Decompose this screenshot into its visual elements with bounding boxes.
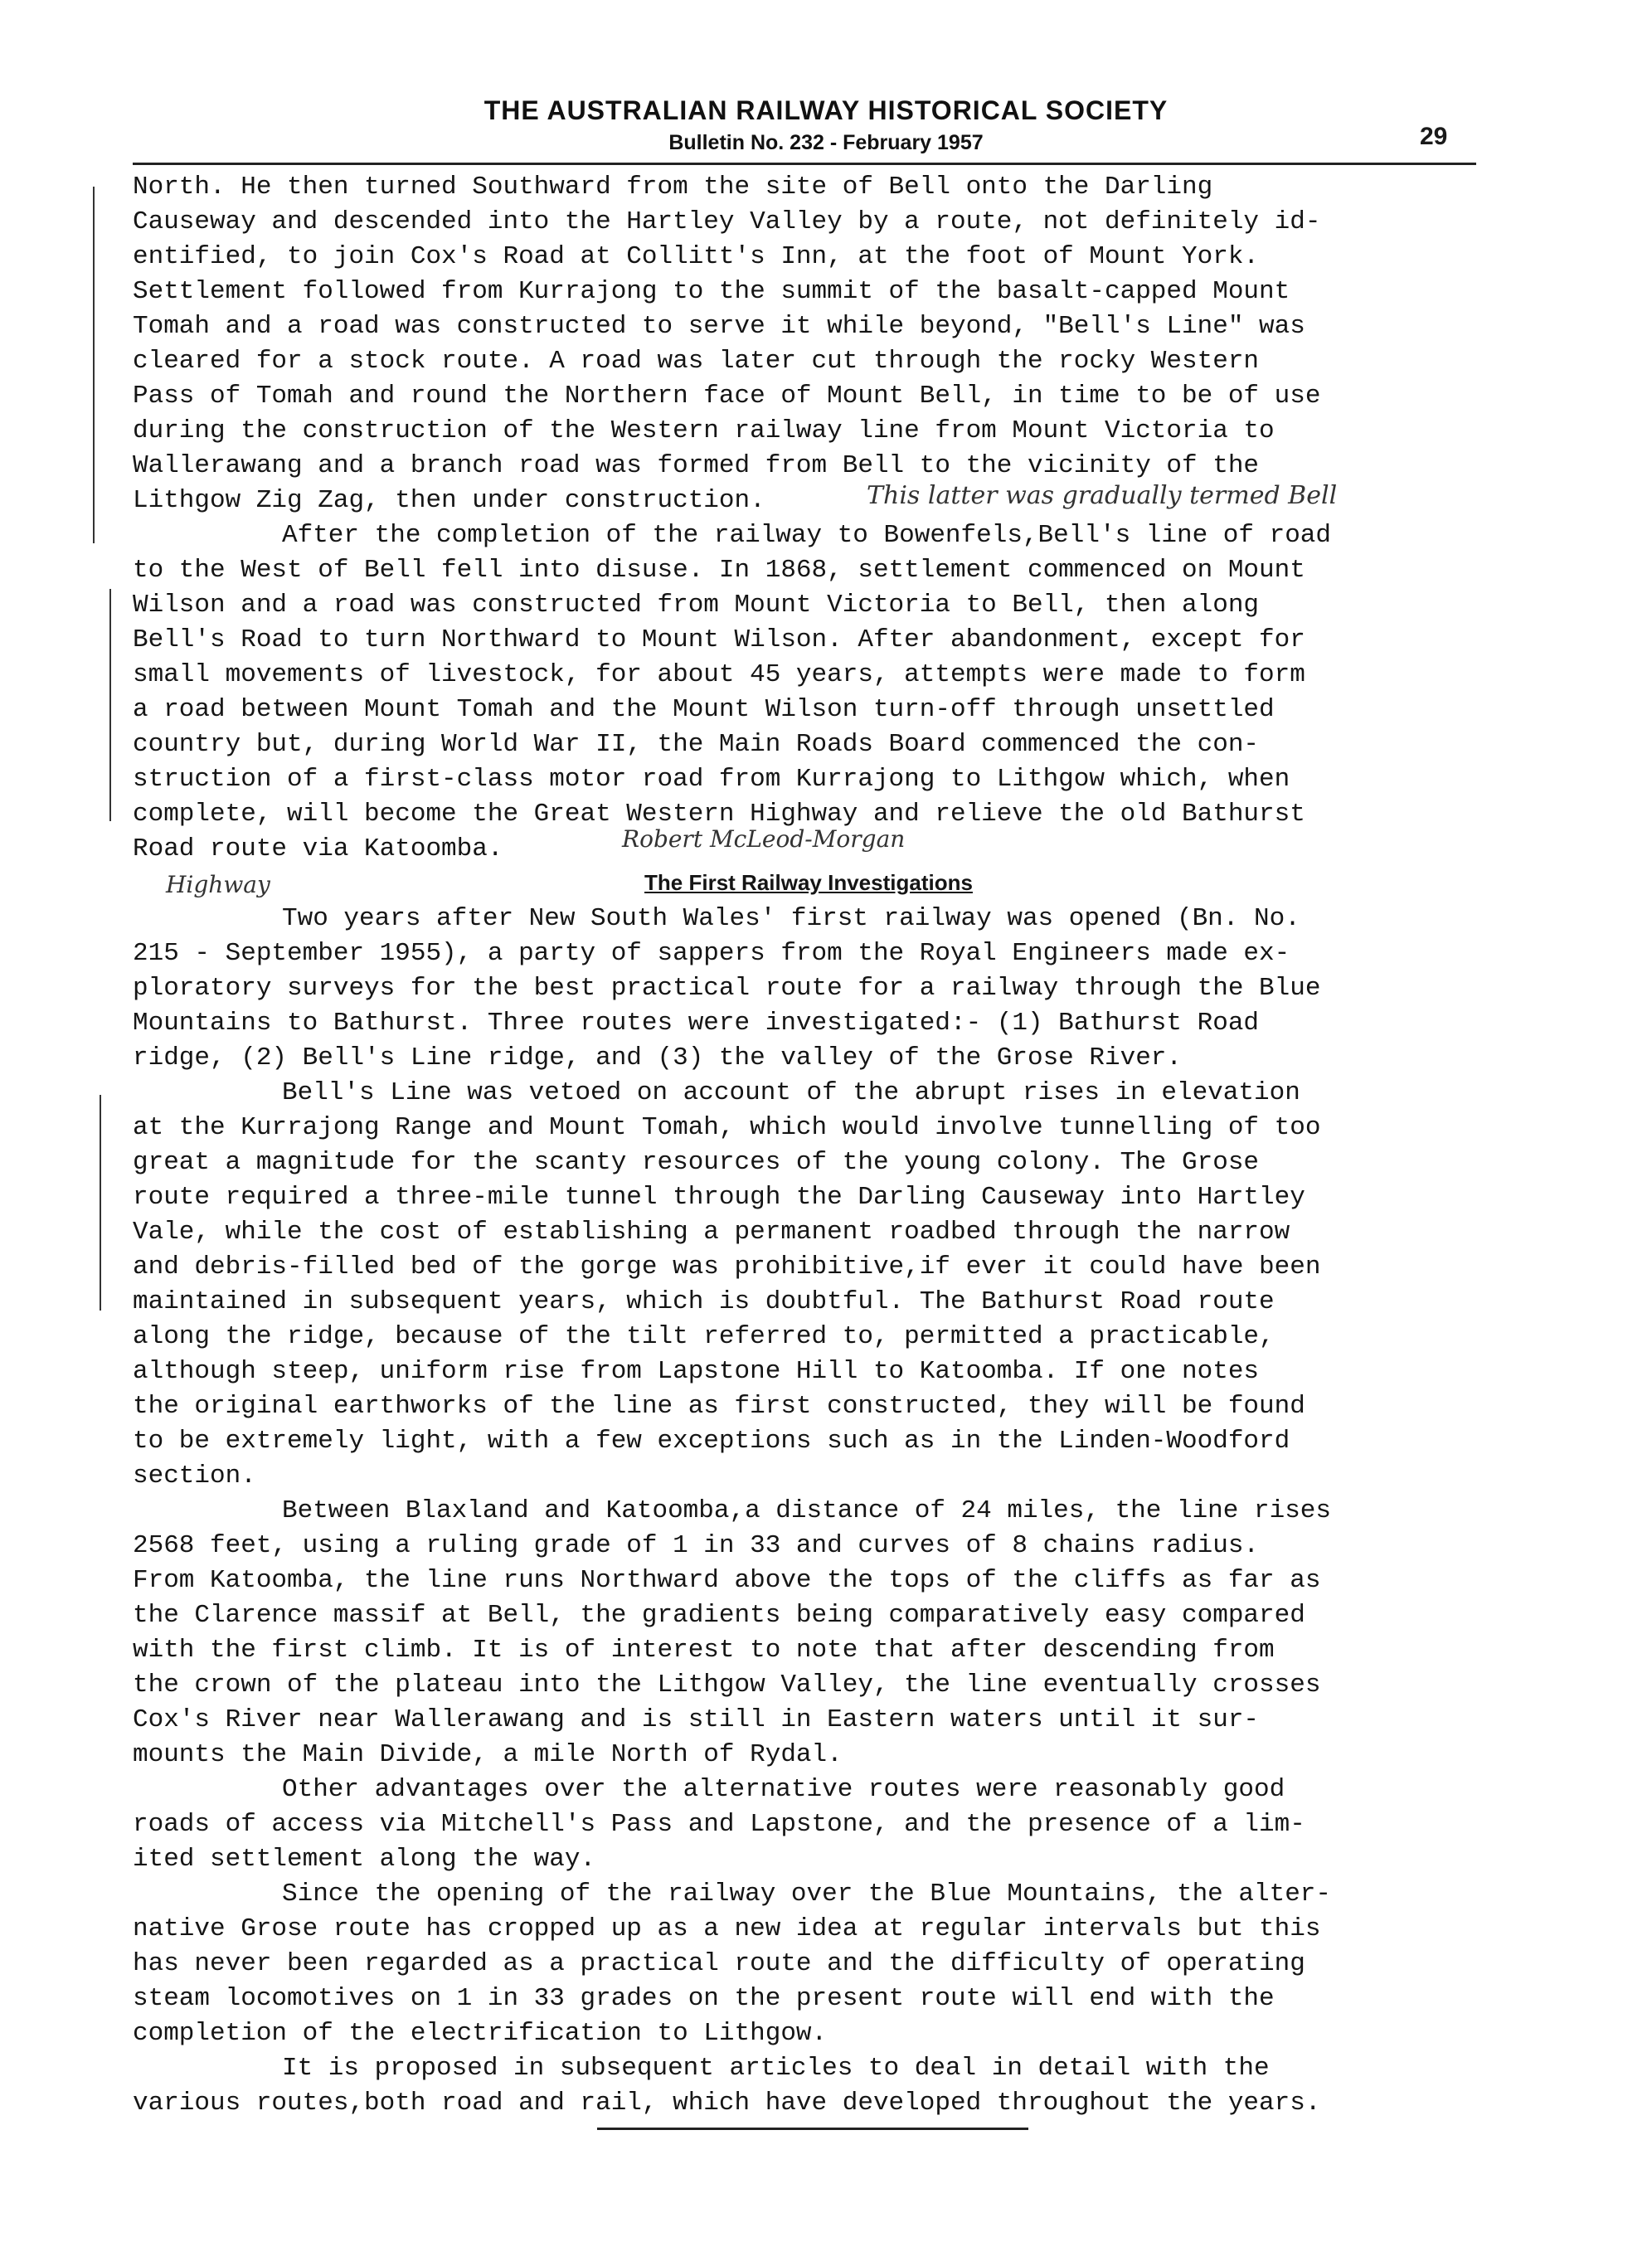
margin-bracket xyxy=(93,187,95,543)
article-body xyxy=(133,170,1484,2121)
paragraph-6 xyxy=(133,1773,1484,1877)
bulletin-info: Bulletin No. 232 - February 1957 xyxy=(668,131,984,154)
text-line: during the construction of the Western railway line from Mount Victoria to xyxy=(133,416,1275,445)
text-line: roads of access via Mitchell's Pass and Lapstone, and the presence of a lim- xyxy=(133,1810,1305,1839)
section-heading: The First Railway Investigations xyxy=(644,870,973,895)
text-line: 215 - September 1955), a party of sappers from the Royal Engineers made ex- xyxy=(133,939,1290,968)
text-line: has never been regarded as a practical route and the difficulty of operating xyxy=(133,1949,1305,1978)
text-line: a road between Mount Tomah and the Mount Wilson turn-off through unsettled xyxy=(133,695,1275,724)
text-line: 2568 feet, using a ruling grade of 1 in 33 and curves of 8 chains radius. xyxy=(133,1531,1260,1560)
page-number: 29 xyxy=(1420,123,1448,150)
header-rule xyxy=(133,163,1476,165)
text-line: Bell's Line was vetoed on account of the abrupt rises in elevation xyxy=(282,1078,1300,1107)
paragraph-4 xyxy=(133,1076,1484,1494)
text-line: Between Blaxland and Katoomba,a distance of 24 miles, the line rises xyxy=(282,1496,1332,1525)
handwritten-note: Highway xyxy=(166,871,270,898)
paragraph-2 xyxy=(133,518,1484,867)
text-line: North. He then turned Southward from the site of Bell onto the Darling xyxy=(133,173,1213,202)
text-line: Two years after New South Wales' first railway was opened (Bn. No. xyxy=(282,904,1300,933)
text-line: struction of a first-class motor road from Kurrajong to Lithgow which, when xyxy=(133,765,1290,794)
paragraph-7 xyxy=(133,1877,1484,2051)
footer-rule xyxy=(597,2128,1028,2130)
handwritten-note: Robert McLeod-Morgan xyxy=(622,825,906,853)
text-line: small movements of livestock, for about 45 years, attempts were made to form xyxy=(133,660,1305,689)
page-header xyxy=(0,95,1652,155)
society-title: THE AUSTRALIAN RAILWAY HISTORICAL SOCIETY xyxy=(483,95,1169,125)
text-line: Wilson and a road was constructed from Mount Victoria to Bell, then along xyxy=(133,591,1260,620)
text-line: and debris-filled bed of the gorge was prohibitive,if ever it could have been xyxy=(133,1252,1321,1281)
text-line: completion of the electrification to Lithgow. xyxy=(133,2019,828,2048)
text-line: various routes,both road and rail, which have developed throughout the years. xyxy=(133,2089,1321,2118)
text-line: route required a three-mile tunnel through the Darling Causeway into Hartley xyxy=(133,1183,1305,1212)
paragraph-3 xyxy=(133,902,1484,1076)
text-line: After the completion of the railway to Bowenfels,Bell's line of road xyxy=(282,521,1332,550)
text-line: maintained in subsequent years, which is doubtful. The Bathurst Road route xyxy=(133,1287,1275,1316)
text-line: From Katoomba, the line runs Northward above the tops of the cliffs as far as xyxy=(133,1566,1321,1595)
text-line: although steep, uniform rise from Lapstone Hill to Katoomba. If one notes xyxy=(133,1357,1260,1386)
text-line: ridge, (2) Bell's Line ridge, and (3) the valley of the Grose River. xyxy=(133,1043,1183,1072)
text-line: at the Kurrajong Range and Mount Tomah, which would involve tunnelling of too xyxy=(133,1113,1321,1142)
text-line: section. xyxy=(133,1461,256,1491)
text-line: country but, during World War II, the Main Roads Board commenced the con- xyxy=(133,730,1260,759)
handwritten-note: This latter was gradually termed Bell xyxy=(867,481,1338,510)
paragraph-8 xyxy=(133,2051,1484,2121)
text-line: cleared for a stock route. A road was later cut through the rocky Western xyxy=(133,347,1260,376)
text-line: to the West of Bell fell into disuse. In 1868, settlement commenced on Mount xyxy=(133,556,1305,585)
text-line: Road route via Katoomba. xyxy=(133,834,503,863)
text-line: the original earthworks of the line as first constructed, they will be found xyxy=(133,1392,1305,1421)
text-line: Causeway and descended into the Hartley Valley by a route, not definitely id- xyxy=(133,207,1321,236)
text-line: entified, to join Cox's Road at Collitt's Inn, at the foot of Mount York. xyxy=(133,242,1260,271)
text-line: Tomah and a road was constructed to serve it while beyond, "Bell's Line" was xyxy=(133,312,1305,341)
text-line: It is proposed in subsequent articles to deal in detail with the xyxy=(282,2054,1270,2083)
text-line: Mountains to Bathurst. Three routes were investigated:- (1) Bathurst Road xyxy=(133,1009,1260,1038)
text-line: mounts the Main Divide, a mile North of Rydal. xyxy=(133,1740,843,1769)
text-line: complete, will become the Great Western Highway and relieve the old Bathurst xyxy=(133,800,1305,829)
text-line: Other advantages over the alternative routes were reasonably good xyxy=(282,1775,1285,1804)
text-line: Lithgow Zig Zag, then under construction. xyxy=(133,486,765,515)
text-line: ploratory surveys for the best practical route for a railway through the Blue xyxy=(133,974,1321,1003)
text-line: with the first climb. It is of interest to note that after descending from xyxy=(133,1636,1275,1665)
text-line: native Grose route has cropped up as a new idea at regular intervals but this xyxy=(133,1914,1321,1943)
text-line: Bell's Road to turn Northward to Mount Wilson. After abandonment, except for xyxy=(133,625,1305,654)
margin-bracket xyxy=(100,1095,101,1311)
text-line: Since the opening of the railway over the Blue Mountains, the alter- xyxy=(282,1880,1332,1909)
text-line: great a magnitude for the scanty resources of the young colony. The Grose xyxy=(133,1148,1260,1177)
text-line: Cox's River near Wallerawang and is still in Eastern waters until it sur- xyxy=(133,1705,1260,1734)
text-line: the Clarence massif at Bell, the gradients being comparatively easy compared xyxy=(133,1601,1305,1630)
text-line: to be extremely light, with a few exceptions such as in the Linden-Woodford xyxy=(133,1427,1290,1456)
text-line: ited settlement along the way. xyxy=(133,1845,596,1874)
text-line: Vale, while the cost of establishing a permanent roadbed through the narrow xyxy=(133,1218,1290,1247)
text-line: Pass of Tomah and round the Northern face of Mount Bell, in time to be of use xyxy=(133,382,1321,411)
text-line: Settlement followed from Kurrajong to the summit of the basalt-capped Mount xyxy=(133,277,1290,306)
text-line: Wallerawang and a branch road was formed from Bell to the vicinity of the xyxy=(133,451,1260,480)
text-line: along the ridge, because of the tilt referred to, permitted a practicable, xyxy=(133,1322,1275,1351)
paragraph-5 xyxy=(133,1494,1484,1773)
margin-bracket xyxy=(109,589,111,821)
paragraph-1 xyxy=(133,170,1484,518)
text-line: steam locomotives on 1 in 33 grades on the present route will end with the xyxy=(133,1984,1275,2013)
text-line: the crown of the plateau into the Lithgow Valley, the line eventually crosses xyxy=(133,1671,1321,1700)
